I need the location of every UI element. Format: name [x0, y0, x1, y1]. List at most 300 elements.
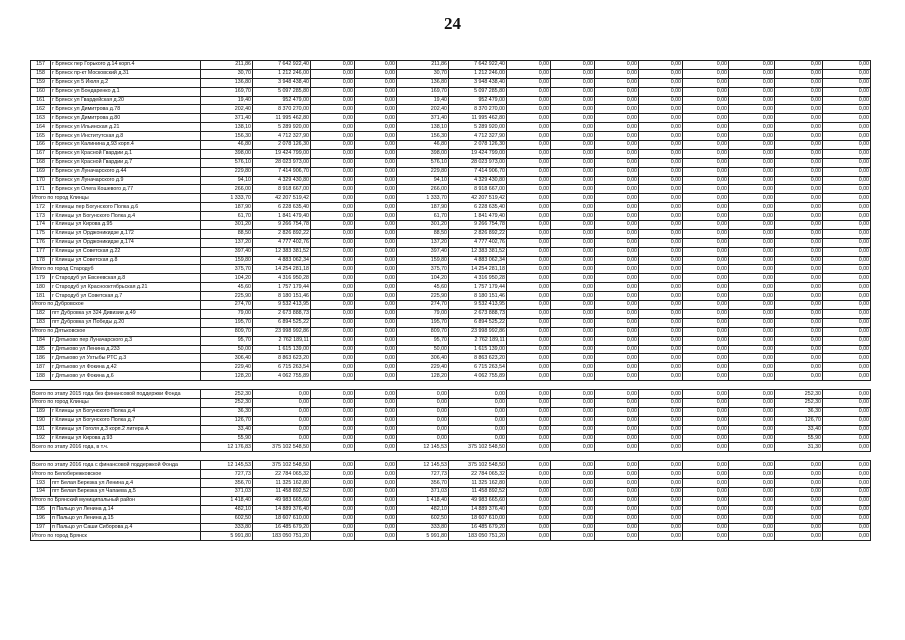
value-cell: 202,40: [397, 105, 449, 114]
row-number: 196: [31, 514, 51, 523]
value-cell: 0,00: [729, 114, 775, 123]
value-cell: 0,00: [775, 309, 823, 318]
value-cell: 0,00: [683, 265, 729, 274]
address-cell: г Брянск ул Димитрова д.78: [51, 105, 201, 114]
value-cell: 0,00: [775, 221, 823, 230]
value-cell: 0,00: [683, 496, 729, 505]
value-cell: 0,00: [823, 229, 871, 238]
value-cell: 0,00: [507, 327, 551, 336]
row-number: 181: [31, 292, 51, 301]
value-cell: 0,00: [355, 398, 397, 407]
value-cell: 0,00: [551, 443, 595, 452]
value-cell: 0,00: [311, 229, 355, 238]
table-body: [31, 61, 871, 541]
value-cell: 16 485 679,20: [449, 523, 507, 532]
value-cell: 0,00: [639, 149, 683, 158]
subtotal-label: Итого по Дятьковское: [31, 327, 201, 336]
value-cell: 0,00: [639, 96, 683, 105]
value-cell: 0,00: [729, 105, 775, 114]
address-cell: г Брянск ул Олега Кошевого д.77: [51, 185, 201, 194]
value-cell: 0,00: [729, 327, 775, 336]
value-cell: 0,00: [507, 123, 551, 132]
row-number: 167: [31, 149, 51, 158]
value-cell: 126,70: [201, 416, 253, 425]
value-cell: 28 023 973,00: [253, 158, 311, 167]
value-cell: 0,00: [311, 194, 355, 203]
value-cell: 169,70: [397, 87, 449, 96]
value-cell: 0,00: [775, 301, 823, 310]
value-cell: 12 176,83: [201, 443, 253, 452]
value-cell: 0,00: [355, 327, 397, 336]
value-cell: 306,40: [201, 354, 253, 363]
row-number: 177: [31, 247, 51, 256]
value-cell: 0,00: [729, 345, 775, 354]
value-cell: 0,00: [729, 470, 775, 479]
value-cell: 8 863 623,20: [449, 354, 507, 363]
value-cell: 0,00: [823, 105, 871, 114]
value-cell: 0,00: [355, 229, 397, 238]
value-cell: 45,60: [201, 283, 253, 292]
value-cell: 0,00: [823, 514, 871, 523]
value-cell: 0,00: [823, 87, 871, 96]
value-cell: 0,00: [775, 229, 823, 238]
value-cell: 0,00: [683, 327, 729, 336]
address-cell: г Стародуб ул Советская д.7: [51, 292, 201, 301]
table-row: [31, 238, 871, 247]
value-cell: 0,00: [551, 212, 595, 221]
address-cell: г Клинцы ул Богунского Полка д.7: [51, 416, 201, 425]
value-cell: 375 102 548,50: [253, 443, 311, 452]
table-row: [31, 185, 871, 194]
value-cell: 0,00: [823, 309, 871, 318]
value-cell: 1 841 479,40: [449, 212, 507, 221]
value-cell: 0,00: [355, 105, 397, 114]
value-cell: 4 883 062,34: [449, 256, 507, 265]
value-cell: 0,00: [729, 247, 775, 256]
subtotal-label: Итого по город Стародуб: [31, 265, 201, 274]
value-cell: 0,00: [729, 390, 775, 399]
row-number: 174: [31, 221, 51, 230]
value-cell: 0,00: [507, 390, 551, 399]
spacer-cell: [31, 452, 871, 461]
value-cell: 0,00: [595, 123, 639, 132]
value-cell: 30,70: [397, 69, 449, 78]
value-cell: 0,00: [507, 336, 551, 345]
value-cell: 0,00: [551, 354, 595, 363]
address-cell: г Клинцы ул Гоголя д.3 корп.2 литера А: [51, 425, 201, 434]
table-row: [31, 345, 871, 354]
value-cell: 79,00: [397, 309, 449, 318]
address-cell: п Пальцо ул Ленина д.15: [51, 514, 201, 523]
value-cell: 0,00: [355, 158, 397, 167]
value-cell: 0,00: [355, 372, 397, 381]
value-cell: 0,00: [507, 256, 551, 265]
row-number: 189: [31, 407, 51, 416]
address-cell: г Клинцы ул Советская д.22: [51, 247, 201, 256]
value-cell: 0,00: [551, 327, 595, 336]
value-cell: 0,00: [311, 158, 355, 167]
value-cell: 55,90: [201, 434, 253, 443]
value-cell: 1 333,70: [201, 194, 253, 203]
value-cell: 252,30: [201, 390, 253, 399]
value-cell: 0,00: [775, 496, 823, 505]
value-cell: 0,00: [551, 78, 595, 87]
value-cell: 0,00: [823, 398, 871, 407]
value-cell: 375 102 548,50: [449, 443, 507, 452]
value-cell: 0,00: [775, 505, 823, 514]
value-cell: 0,00: [355, 514, 397, 523]
value-cell: 0,00: [683, 229, 729, 238]
value-cell: 0,00: [683, 523, 729, 532]
subtotal-label: Итого по город Клинцы: [31, 194, 201, 203]
value-cell: 0,00: [355, 345, 397, 354]
value-cell: 0,00: [683, 105, 729, 114]
value-cell: 0,00: [551, 105, 595, 114]
value-cell: 356,70: [201, 479, 253, 488]
value-cell: 0,00: [355, 194, 397, 203]
value-cell: 371,03: [397, 487, 449, 496]
value-cell: 952 479,00: [449, 96, 507, 105]
value-cell: 0,00: [683, 309, 729, 318]
value-cell: 0,00: [823, 149, 871, 158]
value-cell: 0,00: [507, 176, 551, 185]
value-cell: 9 266 754,78: [253, 221, 311, 230]
value-cell: 0,00: [823, 470, 871, 479]
value-cell: 6 228 635,40: [449, 203, 507, 212]
value-cell: 0,00: [311, 78, 355, 87]
value-cell: 0,00: [729, 301, 775, 310]
value-cell: 16 485 679,20: [253, 523, 311, 532]
table-row: [31, 256, 871, 265]
value-cell: 0,00: [683, 372, 729, 381]
value-cell: 0,00: [355, 505, 397, 514]
value-cell: 0,00: [823, 167, 871, 176]
value-cell: 0,00: [683, 514, 729, 523]
table-row: [31, 105, 871, 114]
value-cell: 809,70: [397, 327, 449, 336]
value-cell: 2 762 189,11: [449, 336, 507, 345]
value-cell: 0,00: [355, 123, 397, 132]
value-cell: 0,00: [823, 292, 871, 301]
value-cell: 252,30: [775, 398, 823, 407]
value-cell: 0,00: [551, 487, 595, 496]
value-cell: 333,80: [201, 523, 253, 532]
value-cell: 0,00: [551, 61, 595, 70]
value-cell: 333,80: [397, 523, 449, 532]
value-cell: 0,00: [683, 301, 729, 310]
value-cell: 0,00: [551, 87, 595, 96]
value-cell: 0,00: [683, 114, 729, 123]
value-cell: 0,00: [355, 532, 397, 541]
subtotal-row: [31, 532, 871, 541]
table-row: [31, 61, 871, 70]
row-number: 183: [31, 318, 51, 327]
value-cell: 0,00: [507, 532, 551, 541]
subtotal-row: [31, 194, 871, 203]
value-cell: 0,00: [355, 461, 397, 470]
value-cell: 0,00: [729, 407, 775, 416]
value-cell: 0,00: [729, 96, 775, 105]
value-cell: 23 998 992,86: [253, 327, 311, 336]
value-cell: 0,00: [823, 354, 871, 363]
row-number: 157: [31, 61, 51, 70]
value-cell: 0,00: [823, 256, 871, 265]
value-cell: 0,00: [551, 203, 595, 212]
value-cell: 42 207 519,42: [449, 194, 507, 203]
value-cell: 0,00: [595, 532, 639, 541]
table-row: [31, 363, 871, 372]
value-cell: 0,00: [507, 61, 551, 70]
value-cell: 0,00: [311, 132, 355, 141]
value-cell: 0,00: [775, 114, 823, 123]
value-cell: 0,00: [823, 114, 871, 123]
value-cell: 0,00: [449, 390, 507, 399]
value-cell: 0,00: [775, 69, 823, 78]
row-number: 172: [31, 203, 51, 212]
value-cell: 0,00: [823, 372, 871, 381]
value-cell: 0,00: [729, 238, 775, 247]
spacer-row: [31, 452, 871, 461]
value-cell: 4 883 062,34: [253, 256, 311, 265]
value-cell: 0,00: [775, 470, 823, 479]
value-cell: 0,00: [639, 78, 683, 87]
value-cell: 0,00: [823, 194, 871, 203]
value-cell: 0,00: [311, 96, 355, 105]
value-cell: 0,00: [639, 229, 683, 238]
address-cell: г Брянск ул Красной Гвардии д.1: [51, 149, 201, 158]
value-cell: 0,00: [823, 78, 871, 87]
value-cell: 0,00: [507, 523, 551, 532]
value-cell: 8 180 151,46: [253, 292, 311, 301]
value-cell: 375 102 548,50: [449, 461, 507, 470]
value-cell: 0,00: [551, 114, 595, 123]
value-cell: 5 991,80: [397, 532, 449, 541]
value-cell: 0,00: [551, 256, 595, 265]
value-cell: 0,00: [507, 114, 551, 123]
value-cell: 0,00: [449, 425, 507, 434]
value-cell: 0,00: [683, 470, 729, 479]
value-cell: 11 325 162,80: [253, 479, 311, 488]
address-cell: пгт Белая Березка ул Ленина д.4: [51, 479, 201, 488]
address-cell: г Брянск ул Ильинская д.21: [51, 123, 201, 132]
value-cell: 12 383 381,52: [253, 247, 311, 256]
value-cell: 0,00: [551, 221, 595, 230]
value-cell: 0,00: [311, 176, 355, 185]
value-cell: 0,00: [639, 69, 683, 78]
value-cell: 0,00: [551, 479, 595, 488]
value-cell: 0,00: [729, 256, 775, 265]
value-cell: 0,00: [507, 149, 551, 158]
value-cell: 0,00: [775, 274, 823, 283]
value-cell: 0,00: [507, 425, 551, 434]
table-row: [31, 114, 871, 123]
value-cell: 0,00: [639, 167, 683, 176]
value-cell: 0,00: [311, 203, 355, 212]
value-cell: 0,00: [639, 514, 683, 523]
value-cell: 0,00: [311, 301, 355, 310]
value-cell: 0,00: [683, 487, 729, 496]
value-cell: 88,50: [201, 229, 253, 238]
value-cell: 19 424 799,00: [253, 149, 311, 158]
value-cell: 0,00: [355, 301, 397, 310]
value-cell: 0,00: [507, 398, 551, 407]
value-cell: 225,90: [201, 292, 253, 301]
value-cell: 0,00: [775, 238, 823, 247]
value-cell: 0,00: [639, 114, 683, 123]
value-cell: 11 995 462,80: [449, 114, 507, 123]
address-cell: г Клинцы ул Кирова д.95: [51, 221, 201, 230]
value-cell: 18 607 610,00: [449, 514, 507, 523]
value-cell: 8 918 667,00: [253, 185, 311, 194]
value-cell: 1 757 179,44: [449, 283, 507, 292]
value-cell: 14 889 376,40: [449, 505, 507, 514]
value-cell: 137,20: [201, 238, 253, 247]
value-cell: 0,00: [639, 132, 683, 141]
value-cell: 0,00: [729, 265, 775, 274]
value-cell: 0,00: [729, 212, 775, 221]
value-cell: 0,00: [355, 78, 397, 87]
value-cell: 0,00: [595, 336, 639, 345]
value-cell: 0,00: [823, 301, 871, 310]
value-cell: 1 212 246,00: [253, 69, 311, 78]
value-cell: 0,00: [595, 309, 639, 318]
value-cell: 0,00: [729, 149, 775, 158]
row-number: 158: [31, 69, 51, 78]
value-cell: 0,00: [355, 176, 397, 185]
value-cell: 6 228 635,40: [253, 203, 311, 212]
subtotal-label: Итого по город Клинцы: [31, 398, 201, 407]
value-cell: 36,30: [201, 407, 253, 416]
value-cell: 0,00: [311, 87, 355, 96]
value-cell: 136,80: [397, 78, 449, 87]
subtotal-row: [31, 390, 871, 399]
value-cell: 0,00: [311, 416, 355, 425]
value-cell: 0,00: [311, 309, 355, 318]
value-cell: 0,00: [729, 363, 775, 372]
table-row: [31, 292, 871, 301]
value-cell: 0,00: [507, 309, 551, 318]
value-cell: 0,00: [595, 141, 639, 150]
table-row: [31, 407, 871, 416]
value-cell: 0,00: [823, 505, 871, 514]
row-number: 190: [31, 416, 51, 425]
value-cell: 8 370 270,00: [449, 105, 507, 114]
row-number: 188: [31, 372, 51, 381]
value-cell: 0,00: [311, 443, 355, 452]
value-cell: 0,00: [639, 247, 683, 256]
address-cell: г Брянск ул Красной Гвардии д.7: [51, 158, 201, 167]
row-number: 164: [31, 123, 51, 132]
value-cell: 0,00: [729, 496, 775, 505]
value-cell: 4 062 755,89: [253, 372, 311, 381]
value-cell: 169,70: [201, 87, 253, 96]
value-cell: 0,00: [397, 390, 449, 399]
value-cell: 156,30: [201, 132, 253, 141]
value-cell: 0,00: [311, 354, 355, 363]
row-number: 173: [31, 212, 51, 221]
value-cell: 0,00: [507, 194, 551, 203]
value-cell: 0,00: [639, 345, 683, 354]
value-cell: 0,00: [507, 461, 551, 470]
value-cell: 0,00: [683, 283, 729, 292]
value-cell: 0,00: [775, 336, 823, 345]
value-cell: 50,00: [397, 345, 449, 354]
value-cell: 375,70: [201, 265, 253, 274]
value-cell: 0,00: [595, 265, 639, 274]
table-row: [31, 416, 871, 425]
value-cell: 5 991,80: [201, 532, 253, 541]
value-cell: 0,00: [311, 479, 355, 488]
value-cell: 0,00: [823, 390, 871, 399]
value-cell: 12 145,53: [397, 461, 449, 470]
row-number: 171: [31, 185, 51, 194]
value-cell: 0,00: [639, 354, 683, 363]
value-cell: 0,00: [775, 203, 823, 212]
value-cell: 602,50: [397, 514, 449, 523]
value-cell: 0,00: [551, 390, 595, 399]
value-cell: 0,00: [595, 487, 639, 496]
address-cell: пгт Дубровка ул Победы д.20: [51, 318, 201, 327]
value-cell: 0,00: [595, 461, 639, 470]
value-cell: 0,00: [311, 363, 355, 372]
value-cell: 0,00: [311, 265, 355, 274]
value-cell: 0,00: [639, 185, 683, 194]
value-cell: 94,10: [397, 176, 449, 185]
value-cell: 6 715 263,54: [449, 363, 507, 372]
value-cell: 0,00: [311, 514, 355, 523]
value-cell: 371,03: [201, 487, 253, 496]
value-cell: 0,00: [729, 167, 775, 176]
value-cell: 0,00: [311, 292, 355, 301]
value-cell: 0,00: [595, 256, 639, 265]
value-cell: 0,00: [775, 514, 823, 523]
value-cell: 0,00: [683, 149, 729, 158]
value-cell: 0,00: [595, 327, 639, 336]
value-cell: 0,00: [823, 141, 871, 150]
value-cell: 0,00: [355, 318, 397, 327]
value-cell: 1 841 479,40: [253, 212, 311, 221]
table-row: [31, 203, 871, 212]
value-cell: 12 145,53: [397, 443, 449, 452]
value-cell: 0,00: [823, 247, 871, 256]
value-cell: 0,00: [311, 434, 355, 443]
value-cell: 0,00: [311, 141, 355, 150]
address-cell: г Стародуб ул Краснооктябрьская д.21: [51, 283, 201, 292]
value-cell: 0,00: [639, 105, 683, 114]
table-row: [31, 372, 871, 381]
value-cell: 0,00: [311, 61, 355, 70]
value-cell: 0,00: [595, 105, 639, 114]
value-cell: 0,00: [775, 292, 823, 301]
address-cell: г Брянск пр-кт Московский д.31: [51, 69, 201, 78]
value-cell: 0,00: [311, 256, 355, 265]
value-cell: 0,00: [775, 123, 823, 132]
value-cell: 0,00: [683, 416, 729, 425]
value-cell: 0,00: [397, 434, 449, 443]
value-cell: 0,00: [729, 176, 775, 185]
value-cell: 0,00: [595, 292, 639, 301]
value-cell: 0,00: [311, 532, 355, 541]
value-cell: 0,00: [639, 505, 683, 514]
table-row: [31, 167, 871, 176]
value-cell: 397,40: [201, 247, 253, 256]
value-cell: 602,50: [201, 514, 253, 523]
address-cell: г Брянск пер Горького д.14 корп.4: [51, 61, 201, 70]
value-cell: 2 762 189,11: [253, 336, 311, 345]
value-cell: 46,80: [201, 141, 253, 150]
value-cell: 0,00: [639, 425, 683, 434]
value-cell: 0,00: [775, 87, 823, 96]
